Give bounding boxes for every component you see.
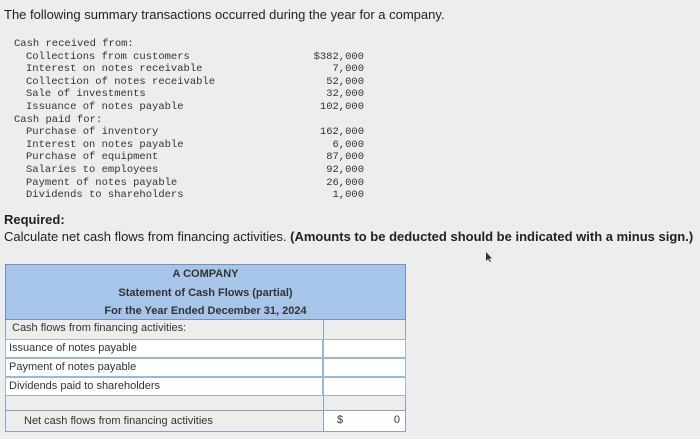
transaction-row xyxy=(14,151,374,164)
transaction-amount: 1,000 xyxy=(332,189,364,202)
transaction-amount: 87,000 xyxy=(326,151,364,164)
transaction-row xyxy=(14,164,374,177)
financing-row-3 xyxy=(5,377,406,396)
transaction-label: Purchase of inventory xyxy=(26,126,159,139)
transaction-label: Interest on notes receivable xyxy=(26,63,203,76)
intro-text: The following summary transactions occurred during the year for a company. xyxy=(4,7,445,22)
statement-header xyxy=(5,264,406,320)
transaction-amount: 162,000 xyxy=(319,126,364,139)
transaction-row xyxy=(14,177,374,190)
transaction-row xyxy=(14,38,374,51)
transaction-label: Dividends to shareholders xyxy=(26,189,184,202)
transaction-label: Payment of notes payable xyxy=(26,176,178,189)
transaction-label: Sale of investments xyxy=(26,88,146,101)
financing-row-2 xyxy=(5,358,406,377)
transaction-row xyxy=(14,189,374,202)
transaction-row xyxy=(14,88,374,101)
transaction-label: Collections from customers xyxy=(26,50,190,63)
transaction-row xyxy=(14,139,374,152)
spacer-row xyxy=(5,396,406,410)
instruction-main: Calculate net cash flows from financing activities. xyxy=(4,229,287,244)
transaction-row xyxy=(14,101,374,114)
row-1-amount-input[interactable] xyxy=(323,339,406,358)
currency-symbol: $ xyxy=(337,414,344,426)
instruction-note: (Amounts to be deducted should be indicated with a minus sign.) xyxy=(290,229,694,244)
statement-period: For the Year Ended December 31, 2024 xyxy=(104,305,307,317)
total-value: 0 xyxy=(393,414,400,426)
statement-title: Statement of Cash Flows (partial) xyxy=(118,287,293,299)
section-row xyxy=(5,320,406,339)
section-label: Cash flows from financing activities: xyxy=(12,322,187,334)
row-1-label-input[interactable]: Issuance of notes payable xyxy=(5,339,323,358)
transaction-amount: 6,000 xyxy=(332,138,364,151)
transaction-list xyxy=(14,38,374,202)
row-3-label-input[interactable]: Dividends paid to shareholders xyxy=(5,377,323,396)
transaction-label: Cash received from: xyxy=(14,38,134,50)
row-3-amount-input[interactable] xyxy=(323,377,406,396)
total-row xyxy=(5,410,406,432)
transaction-amount: 92,000 xyxy=(326,163,364,176)
transaction-label: Issuance of notes payable xyxy=(26,100,184,113)
transaction-row xyxy=(14,126,374,139)
financing-row-1 xyxy=(5,339,406,358)
instruction-text xyxy=(4,229,693,244)
transaction-amount: 32,000 xyxy=(326,88,364,101)
transaction-label: Purchase of equipment xyxy=(26,151,159,164)
row-2-label-input[interactable]: Payment of notes payable xyxy=(5,358,323,377)
transaction-label: Salaries to employees xyxy=(26,163,159,176)
required-heading: Required: xyxy=(4,212,65,227)
transaction-label: Cash paid for: xyxy=(14,113,103,126)
transaction-row xyxy=(14,51,374,64)
row-2-amount-input[interactable] xyxy=(323,358,406,377)
transaction-amount: 7,000 xyxy=(332,63,364,76)
transaction-label: Interest on notes payable xyxy=(26,138,184,151)
total-value-cell xyxy=(323,410,406,432)
transaction-amount: 52,000 xyxy=(326,75,364,88)
transaction-row xyxy=(14,63,374,76)
transaction-row xyxy=(14,114,374,127)
mouse-cursor-icon xyxy=(485,252,493,262)
transaction-amount: 102,000 xyxy=(319,100,364,113)
transaction-row xyxy=(14,76,374,89)
transaction-amount: 26,000 xyxy=(326,176,364,189)
transaction-label: Collection of notes receivable xyxy=(26,75,216,88)
transaction-amount: $382,000 xyxy=(313,50,364,63)
company-name: A COMPANY xyxy=(172,268,239,280)
total-label: Net cash flows from financing activities xyxy=(24,415,213,427)
